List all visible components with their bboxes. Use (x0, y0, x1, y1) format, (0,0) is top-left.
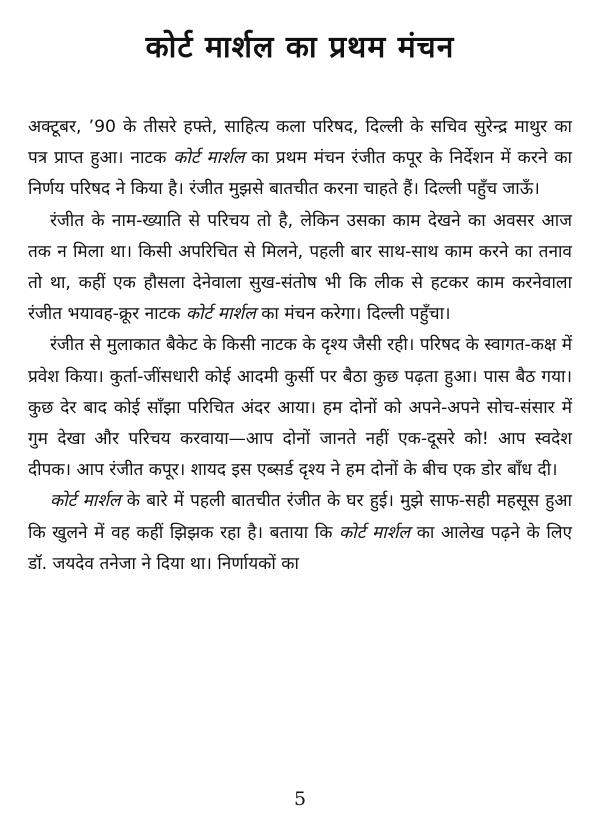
paragraph-2-segment-1: रंजीत के नाम-ख्याति से परिचय तो है, लेकिन उसका काम देखने का अवसर आज तक न मिला था। किसी अपरिचित से मिलने, पहली बार साथ-साथ काम करने का तनाव तो था, कहीं एक हौसला देनेवाला सुख-संतोष भी कि लीक से हटकर काम करनेवाला रंजीत भयावह-क्रूर नाटक (28, 210, 572, 325)
play-title-italic: कोर्ट मार्शल (173, 148, 245, 169)
paragraph-1-segment-3: का प्रथम मंचन रंजीत कपूर के निर्देशन में करने का निर्णय परिषद ने किया है। रंजीत मुझसे बातचीत करना चाहते हैं। दिल्ली पहुँच जाऊँ। (28, 148, 572, 200)
page-number: 5 (293, 788, 307, 810)
paragraph-2 (28, 206, 572, 331)
body-text (28, 112, 572, 580)
play-title-italic: कोर्ट मार्शल (50, 491, 121, 512)
play-title-italic: कोर्ट मार्शल (185, 304, 256, 325)
paragraph-1 (28, 112, 572, 206)
paragraph-4-segment-4: का आलेख पढ़ने के लिए डॉ. जयदेव तनेजा ने दिया था। निर्णायकों का (28, 522, 572, 574)
paragraph-4-segment-2: के बारे में पहली बातचीत रंजीत के घर हुई। मुझे साफ-सही महसूस हुआ कि खुलने में वह कहीं झिझक रहा है। बताया कि (28, 491, 572, 543)
paragraph-2-segment-3: का मंचन करेगा। दिल्ली पहुँचा। (255, 304, 451, 325)
paragraph-1-segment-1: अक्टूबर, ’90 के तीसरे हफ्ते, साहित्य कला परिषद, दिल्ली के सचिव सुरेन्द्र माथुर का पत्र प्राप्त हुआ। नाटक (28, 117, 572, 169)
paragraph-3 (28, 330, 572, 486)
play-title-italic: कोर्ट मार्शल (339, 522, 411, 543)
paragraph-4 (28, 486, 572, 580)
chapter-title: कोर्ट मार्शल का प्रथम मंचन (145, 30, 455, 66)
paragraph-3-segment-1: रंजीत से मुलाकात बैकेट के किसी नाटक के दृश्य जैसी रही। परिषद के स्वागत-कक्ष में प्रवेश किया। कुर्ता-जींसधारी कोई आदमी कुर्सी पर बैठा कुछ पढ़ता हुआ। पास बैठ गया। कुछ देर बाद कोई साँझा परिचित अंदर आया। हम दोनों को अपने-अपने सोच-संसार में गुम देखा और परिचय करवाया—आप दोनों जानते नहीं एक-दूसरे को! आप स्वदेश दीपक। आप रंजीत कपूर। शायद इस एब्सर्ड दृश्य ने हम दोनों के बीच एक डोर बाँध दी। (28, 335, 572, 481)
